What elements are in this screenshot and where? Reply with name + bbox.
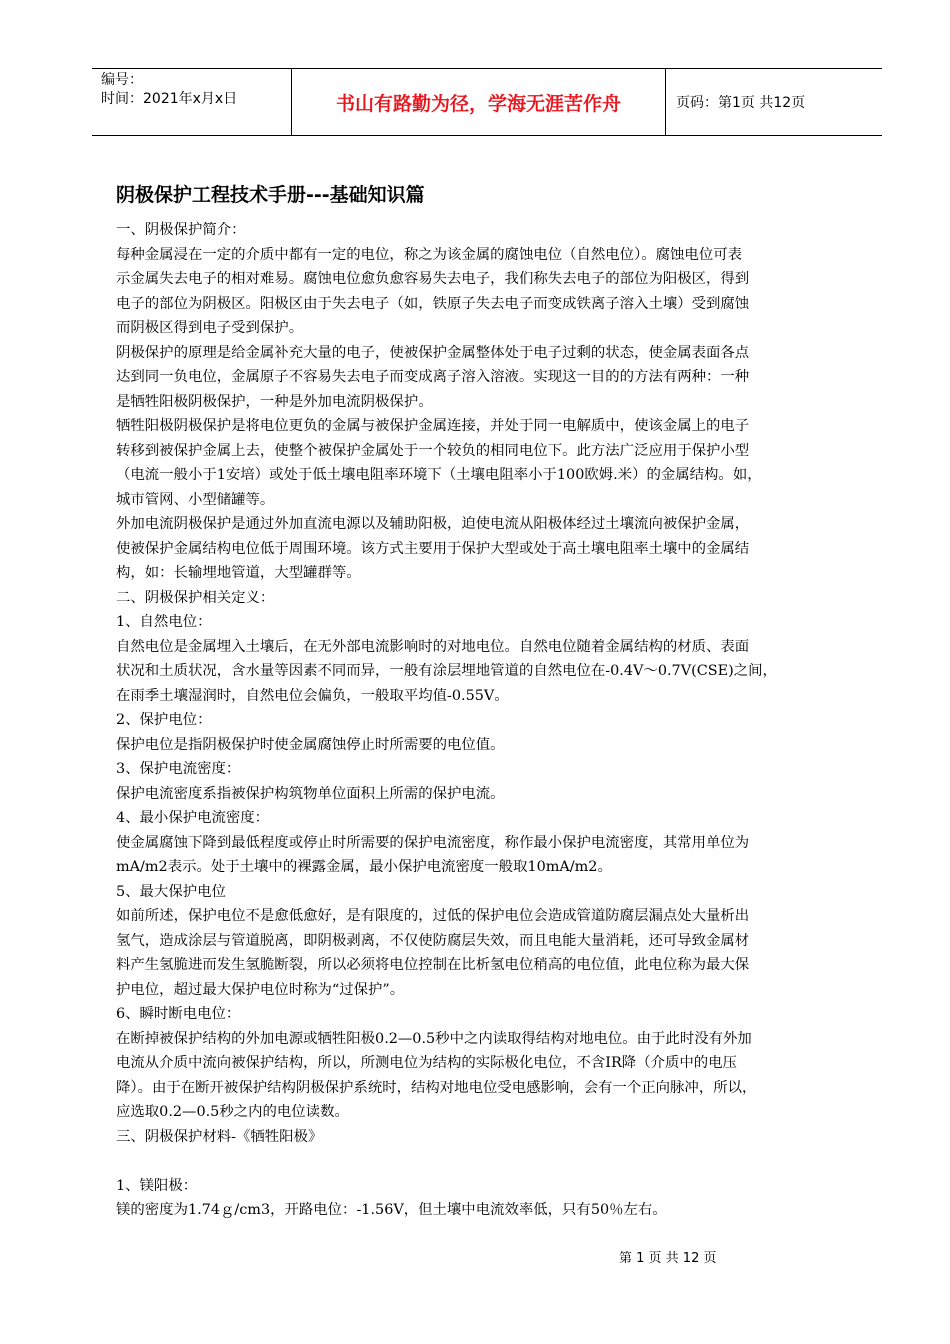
body-line: 应选取0.2—0.5秒之内的电位读数。	[116, 1104, 349, 1120]
body-line: 护电位，超过最大保护电位时称为“过保护”。	[116, 981, 405, 998]
body-line: 状况和土质状况，含水量等因素不同而异，一般有涂层埋地管道的自然电位在-0.4V～0.7V(CSE)之间，	[116, 663, 777, 679]
body-line: 城市管网、小型储罐等。	[116, 491, 275, 508]
body-line: 镁的密度为1.74ｇ/cm3，开路电位：-1.56V，但土壤中电流效率低，只有50％左右。	[116, 1202, 667, 1218]
document-title: 阴极保护工程技术手册---基础知识篇	[116, 184, 425, 206]
body-line: 一、阴极保护简介：	[116, 222, 246, 238]
body-line: 保护电位是指阴极保护时使金属腐蚀停止时所需要的电位值。	[116, 736, 505, 753]
blank-line	[116, 1149, 871, 1174]
body-line: 4、最小保护电流密度：	[116, 810, 270, 826]
body-line: 6、瞬时断电电位：	[116, 1006, 241, 1022]
header-page-info-cell	[666, 69, 882, 135]
body-line: 达到同一负电位，金属原子不容易失去电子而变成离子溶入溶液。实现这一目的的方法有两种：一种	[116, 369, 750, 385]
body-line: 1、自然电位：	[116, 614, 212, 630]
body-line: 自然电位是金属埋入土壤后，在无外部电流影响时的对地电位。自然电位随着金属结构的材质、表面	[116, 638, 750, 655]
body-line: mA/m2表示。处于土壤中的裸露金属，最小保护电流密度一般取10mA/m2。	[116, 859, 612, 875]
body-line: 保护电流密度系指被保护构筑物单位面积上所需的保护电流。	[116, 785, 505, 802]
document-number-label: 编号：	[101, 72, 143, 88]
body-line: 是牺牲阳极阴极保护，一种是外加电流阴极保护。	[116, 393, 433, 410]
body-line: 转移到被保护金属上去，使整个被保护金属处于一个较负的相同电位下。此方法广泛应用于保护小型	[116, 442, 750, 459]
header-motto-cell	[292, 69, 666, 135]
body-line: 电流从介质中流向被保护结构，所以，所测电位为结构的实际极化电位，不含IR降（介质中的电压	[116, 1055, 737, 1071]
page-footer: 第 1 页 共 12 页	[619, 1251, 717, 1266]
header-page-info: 页码：第1页 共12页	[676, 95, 806, 111]
header-meta	[92, 69, 292, 135]
body-line: 使被保护金属结构电位低于周围环境。该方式主要用于保护大型或处于高土壤电阻率土壤中的金属结	[116, 540, 750, 557]
document-time-label: 时间：2021年x月x日	[101, 91, 238, 107]
body-line: 料产生氢脆进而发生氢脆断裂，所以必须将电位控制在比析氢电位稍高的电位值，此电位称为最大保	[116, 957, 750, 973]
body-line: 在雨季土壤湿润时，自然电位会偏负，一般取平均值-0.55V。	[116, 687, 509, 704]
body-line: 而阴极区得到电子受到保护。	[116, 320, 304, 336]
body-line: 5、最大保护电位	[116, 883, 226, 900]
body-line: 电子的部位为阴极区。阳极区由于失去电子（如，铁原子失去电子而变成铁离子溶入土壤）受到腐蚀	[116, 295, 750, 312]
body-line: 氢气，造成涂层与管道脱离，即阴极剥离，不仅使防腐层失效，而且电能大量消耗，还可导致金属材	[116, 932, 750, 949]
body-line: 2、保护电位：	[116, 712, 212, 728]
document-body	[116, 218, 871, 1223]
body-line: 使金属腐蚀下降到最低程度或停止时所需要的保护电流密度，称作最小保护电流密度，其常用单位为	[116, 834, 750, 851]
body-line: 3、保护电流密度：	[116, 761, 241, 777]
page-header	[92, 68, 882, 136]
body-line: 降）。由于在断开被保护结构阴极保护系统时，结构对地电位受电感影响，会有一个正向脉冲，所以，	[116, 1079, 757, 1096]
body-line: 外加电流阴极保护是通过外加直流电源以及辅助阳极，迫使电流从阳极体经过土壤流向被保护金属，	[116, 516, 750, 532]
body-line: 阴极保护的原理是给金属补充大量的电子，使被保护金属整体处于电子过剩的状态，使金属表面各点	[116, 344, 750, 361]
body-line: （电流一般小于1安培）或处于低土壤电阻率环境下（土壤电阻率小于100欧姆.米）的金属结构。如，	[116, 467, 762, 483]
body-line: 三、阴极保护材料-《牺牲阳极》	[116, 1128, 323, 1145]
body-line: 每种金属浸在一定的介质中都有一定的电位，称之为该金属的腐蚀电位（自然电位）。腐蚀电位可表	[116, 246, 742, 263]
body-line: 牺牲阳极阴极保护是将电位更负的金属与被保护金属连接，并处于同一电解质中，使该金属上的电子	[116, 418, 750, 434]
body-line: 1、镁阳极：	[116, 1177, 198, 1194]
body-line: 示金属失去电子的相对难易。腐蚀电位愈负愈容易失去电子，我们称失去电子的部位为阳极区，得到	[116, 271, 750, 287]
body-line: 构，如：长输埋地管道，大型罐群等。	[116, 565, 361, 581]
header-motto: 书山有路勤为径，学海无涯苦作舟	[335, 92, 621, 115]
body-line: 二、阴极保护相关定义：	[116, 589, 275, 606]
body-line: 如前所述，保护电位不是愈低愈好，是有限度的，过低的保护电位会造成管道防腐层漏点处大量析出	[116, 908, 750, 924]
body-line: 在断掉被保护结构的外加电源或牺牲阳极0.2—0.5秒中之内读取得结构对地电位。由于此时没有外加	[116, 1030, 752, 1047]
